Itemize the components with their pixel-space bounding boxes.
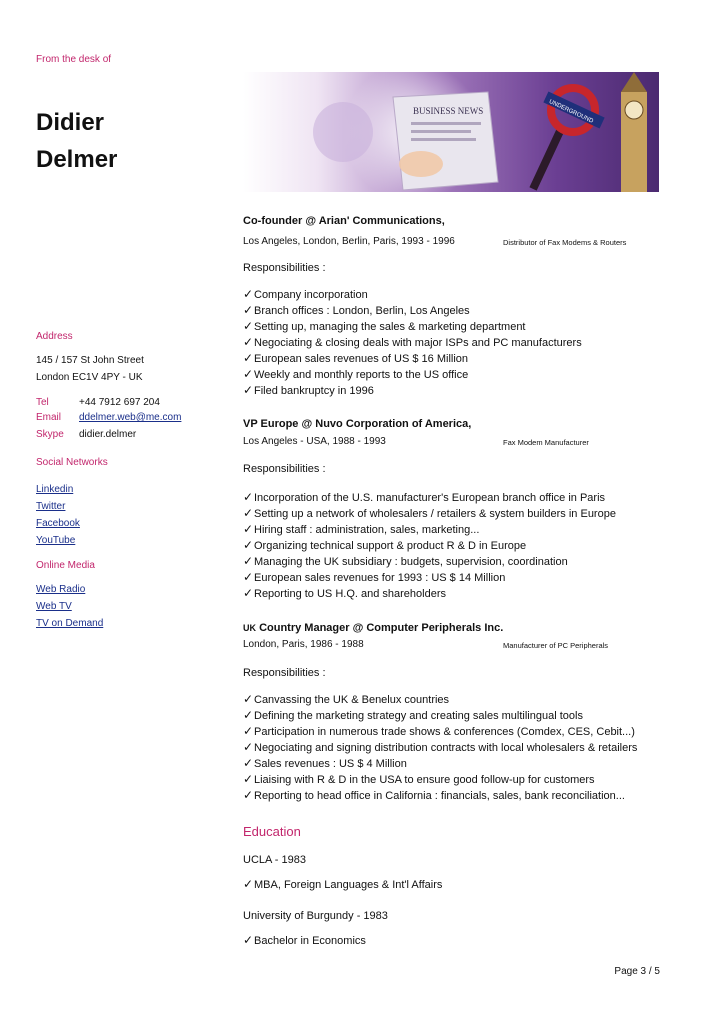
- list-item: ✓Canvassing the UK & Benelux countries: [243, 692, 450, 706]
- skype-label: Skype: [36, 429, 64, 440]
- check-icon: ✓: [243, 877, 254, 891]
- check-icon: ✓: [243, 287, 254, 301]
- list-item: ✓Defining the marketing strategy and creating sales multilingual tools: [243, 708, 583, 722]
- list-item: ✓Reporting to head office in California : financials, sales, bank reconciliation...: [243, 788, 625, 802]
- check-icon: ✓: [243, 522, 254, 536]
- list-item: ✓Negociating & closing deals with major ISPs and PC manufacturers: [243, 335, 582, 349]
- check-icon: ✓: [243, 538, 254, 552]
- address-line-2: London EC1V 4PY - UK: [36, 372, 143, 383]
- from-desk-label: From the desk of: [36, 54, 112, 65]
- list-item: ✓Liaising with R & D in the USA to ensure good follow-up for customers: [243, 772, 595, 786]
- email-link[interactable]: ddelmer.web@me.com: [79, 412, 182, 423]
- education-school: UCLA - 1983: [243, 854, 306, 866]
- job-meta: Los Angeles, London, Berlin, Paris, 1993 - 1996: [243, 236, 455, 247]
- skype-value: didier.delmer: [79, 429, 137, 440]
- svg-text:BUSINESS NEWS: BUSINESS NEWS: [413, 106, 484, 116]
- job-note: Manufacturer of PC Peripherals: [503, 641, 609, 650]
- check-icon: ✓: [243, 506, 254, 520]
- list-item: ✓Branch offices : London, Berlin, Los Angeles: [243, 303, 470, 317]
- job-title: Co-founder @ Arian' Communications,: [243, 215, 445, 227]
- list-item: ✓European sales revenues for 1993 : US $ 14 Million: [243, 570, 506, 584]
- web-tv-link[interactable]: Web TV: [36, 601, 72, 612]
- check-icon: ✓: [243, 303, 254, 317]
- tel-value: +44 7912 697 204: [79, 397, 160, 408]
- job-title: VP Europe @ Nuvo Corporation of America,: [243, 418, 472, 430]
- job-meta: Los Angeles - USA, 1988 - 1993: [243, 436, 386, 447]
- list-item: ✓Setting up, managing the sales & marketing department: [243, 319, 526, 333]
- list-item: ✓Incorporation of the U.S. manufacturer's European branch office in Paris: [243, 490, 606, 504]
- facebook-link[interactable]: Facebook: [36, 518, 80, 529]
- check-icon: ✓: [243, 383, 254, 397]
- email-label: Email: [36, 412, 62, 423]
- list-item: ✓Setting up a network of wholesalers / retailers & system builders in Europe: [243, 506, 616, 520]
- job-note: Distributor of Fax Modems & Routers: [503, 238, 627, 247]
- youtube-link[interactable]: YouTube: [36, 535, 76, 546]
- check-icon: ✓: [243, 351, 254, 365]
- job-title: Country Manager @ Computer Peripherals Inc.: [259, 622, 504, 634]
- list-item: ✓European sales revenues of US $ 16 Million: [243, 351, 469, 365]
- responsibilities-list: [243, 691, 637, 803]
- linkedin-link[interactable]: Linkedin: [36, 484, 74, 495]
- page-number: Page 3 / 5: [614, 966, 660, 977]
- check-icon: ✓: [243, 335, 254, 349]
- check-icon: ✓: [243, 367, 254, 381]
- check-icon: ✓: [243, 319, 254, 333]
- list-item: ✓Organizing technical support & product R & D in Europe: [243, 538, 527, 552]
- job-meta: London, Paris, 1986 - 1988: [243, 639, 364, 650]
- check-icon: ✓: [243, 490, 254, 504]
- list-item: ✓Weekly and monthly reports to the US office: [243, 367, 469, 381]
- responsibilities-list: [243, 286, 582, 398]
- check-icon: ✓: [243, 586, 254, 600]
- responsibilities-list: [243, 489, 616, 601]
- header-banner-image: [243, 72, 659, 192]
- tv-on-demand-link[interactable]: TV on Demand: [36, 618, 104, 629]
- responsibilities-label: Responsibilities :: [243, 463, 326, 475]
- list-item: ✓Hiring staff : administration, sales, marketing...: [243, 522, 480, 536]
- check-icon: ✓: [243, 740, 254, 754]
- job-title-row: [243, 622, 503, 634]
- web-radio-link[interactable]: Web Radio: [36, 584, 86, 595]
- responsibilities-label: Responsibilities :: [243, 262, 326, 274]
- check-icon: ✓: [243, 788, 254, 802]
- svg-text:UNDERGROUND: UNDERGROUND: [547, 99, 594, 125]
- first-name: Didier: [36, 109, 105, 136]
- check-icon: ✓: [243, 724, 254, 738]
- social-networks-heading: Social Networks: [36, 457, 108, 468]
- check-icon: ✓: [243, 772, 254, 786]
- responsibilities-label: Responsibilities :: [243, 667, 326, 679]
- check-icon: ✓: [243, 708, 254, 722]
- education-heading: Education: [243, 824, 301, 839]
- job-title-prefix: UK: [243, 623, 256, 633]
- list-item: ✓Sales revenues : US $ 4 Million: [243, 756, 407, 770]
- online-media-heading: Online Media: [36, 560, 95, 571]
- education-detail: ✓MBA, Foreign Languages & Int'l Affairs: [243, 877, 443, 891]
- check-icon: ✓: [243, 756, 254, 770]
- address-line-1: 145 / 157 St John Street: [36, 355, 144, 366]
- tel-label: Tel: [36, 397, 49, 408]
- list-item: ✓Filed bankruptcy in 1996: [243, 383, 374, 397]
- check-icon: ✓: [243, 554, 254, 568]
- check-icon: ✓: [243, 692, 254, 706]
- list-item: ✓Company incorporation: [243, 287, 368, 301]
- author-name: [36, 104, 117, 178]
- list-item: ✓Negociating and signing distribution contracts with local wholesalers & retailers: [243, 740, 638, 754]
- address-heading: Address: [36, 331, 73, 342]
- last-name: Delmer: [36, 146, 118, 173]
- check-icon: ✓: [243, 933, 254, 947]
- list-item: ✓Reporting to US H.Q. and shareholders: [243, 586, 446, 600]
- list-item: ✓Managing the UK subsidiary : budgets, supervision, coordination: [243, 554, 568, 568]
- education-school: University of Burgundy - 1983: [243, 910, 388, 922]
- job-note: Fax Modem Manufacturer: [503, 438, 589, 447]
- list-item: ✓Participation in numerous trade shows & conferences (Comdex, CES, Cebit...): [243, 724, 635, 738]
- check-icon: ✓: [243, 570, 254, 584]
- education-detail: ✓Bachelor in Economics: [243, 933, 366, 947]
- twitter-link[interactable]: Twitter: [36, 501, 66, 512]
